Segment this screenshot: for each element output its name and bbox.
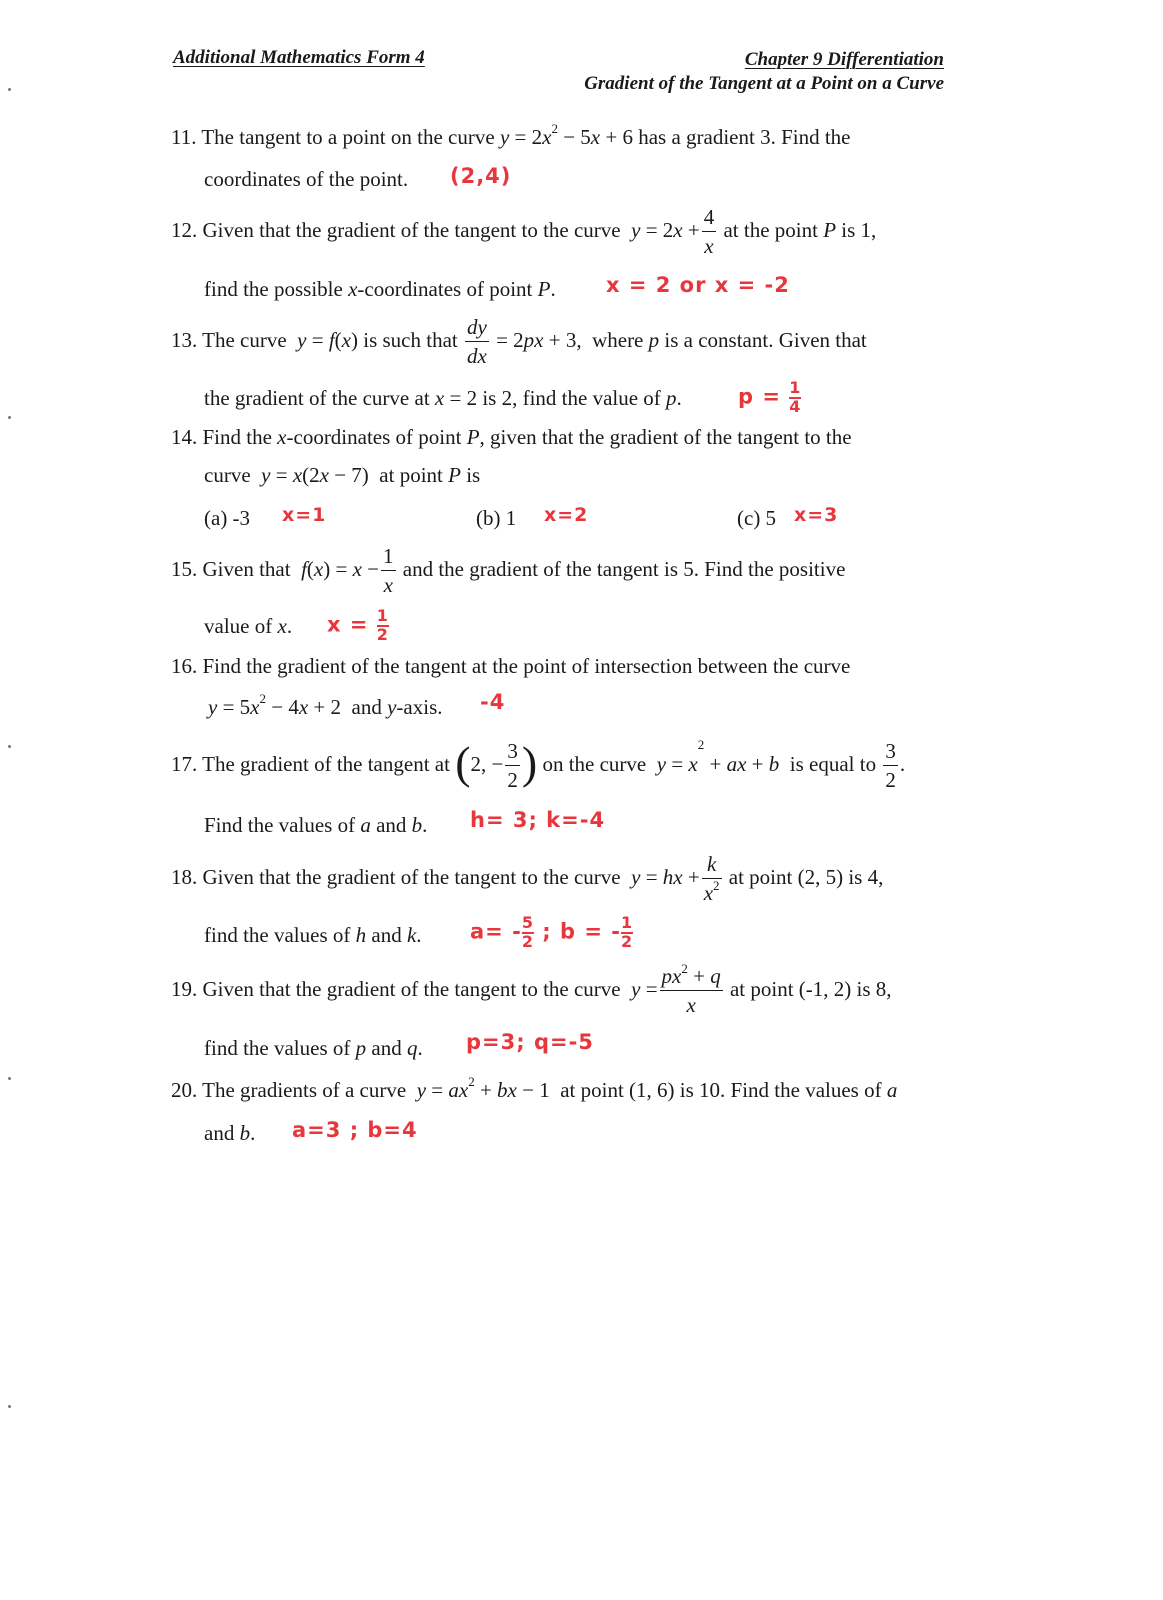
question-17-number: 17. — [171, 751, 198, 776]
question-16-line-1: 16. Find the gradient of the tangent at the point of intersection between the curve — [171, 654, 851, 678]
question-13-number: 13. — [171, 327, 198, 352]
question-19-answer: p=3; q=-5 — [466, 1030, 594, 1054]
question-14-part-b: (b) 1 — [476, 506, 517, 530]
scan-speck — [8, 88, 11, 91]
question-13-answer: p = $\frac{1}{4}$ — [738, 378, 802, 416]
question-12-line-2: find the possible x-coordinates of point P. — [204, 277, 556, 301]
question-12-answer: x = 2 or x = -2 — [606, 273, 790, 297]
question-17-line-1: 17. The gradient of the tangent at (2, − $\frac{3}{2}$ ) on the curve $y = x^2$ + ax + b is equal to $\frac{3}{2}$ . — [171, 737, 906, 792]
header-topic-title: Gradient of the Tangent at a Point on a Curve — [584, 73, 944, 94]
header-course-title: Additional Mathematics Form 4 — [173, 47, 425, 68]
question-14-line-1: 14. Find the x-coordinates of point P, given that the gradient of the tangent to the — [171, 425, 852, 449]
question-18-number: 18. — [171, 864, 198, 889]
question-11-line-1: 11. The tangent to a point on the curve $y = 2x^2 - 5x + 6$ has a gradient 3. Find the — [171, 121, 851, 149]
scan-speck — [8, 745, 11, 748]
question-19-number: 19. — [171, 976, 198, 1001]
question-15-answer: x = $\frac{1}{2}$ — [327, 606, 389, 644]
question-14-part-b-answer: x=2 — [544, 504, 589, 526]
question-11-answer: (2,4) — [450, 164, 512, 188]
question-18-line-1: 18. Given that the gradient of the tangent to the curve y = hx + $\frac{k}{x^2}$ at point (2, 5) is 4, — [171, 852, 884, 905]
question-14-part-c: (c) 5 — [737, 506, 777, 530]
question-16-number: 16. — [171, 654, 198, 678]
question-17-answer: h= 3; k=-4 — [470, 808, 606, 832]
question-20-line-1: 20. The gradients of a curve $y = ax^2$ + bx − 1 at point (1, 6) is 10. Find the values of a — [171, 1074, 898, 1102]
question-13-line-2: the gradient of the curve at x = 2 is 2, find the value of p. — [204, 386, 682, 410]
question-16-line-2: $y = 5x^2 - 4x + 2$ and y-axis. — [208, 691, 443, 719]
question-11-line-2: coordinates of the point. — [204, 167, 409, 191]
question-14-part-c-answer: x=3 — [794, 504, 839, 526]
question-20-answer: a=3 ; b=4 — [292, 1118, 418, 1142]
question-17-line-2: Find the values of a and b. — [204, 813, 428, 837]
question-18-line-2: find the values of h and k. — [204, 923, 422, 947]
question-12-line-1: 12. Given that the gradient of the tangent to the curve y = 2x + $\frac{4}{x}$ at the point P is 1, — [171, 205, 877, 258]
question-20-number: 20. — [171, 1078, 198, 1102]
question-16-answer: -4 — [480, 690, 506, 714]
scan-speck — [8, 1405, 11, 1408]
scan-speck — [8, 416, 11, 419]
question-20-line-2: and b. — [204, 1121, 256, 1145]
header-chapter-title: Chapter 9 Differentiation — [744, 49, 944, 70]
question-15-number: 15. — [171, 556, 198, 581]
question-11-number: 11. — [171, 125, 197, 149]
question-14-number: 14. — [171, 425, 198, 449]
question-13-line-1: 13. The curve y = f(x) is such that $\frac{dy}{dx}$ = 2px + 3, where p is a constant. Given that — [171, 315, 867, 368]
scan-speck — [8, 1077, 11, 1080]
question-15-line-2: value of x. — [204, 614, 293, 638]
question-19-line-1: 19. Given that the gradient of the tangent to the curve y = $\frac{px^2 + q}{x}$ at point (-1, 2) is 8, — [171, 961, 892, 1017]
question-12-number: 12. — [171, 217, 198, 242]
question-14-part-a: (a) -3 — [204, 506, 251, 530]
question-19-line-2: find the values of p and q. — [204, 1036, 423, 1060]
question-18-answer: a= - $\frac{5}{2}$ ; b = - $\frac{1}{2}$ — [470, 913, 634, 951]
question-14-line-2: curve y = x(2x − 7) at point P is — [204, 463, 481, 487]
question-15-line-1: 15. Given that f(x) = x − $\frac{1}{x}$ and the gradient of the tangent is 5. Find the positive — [171, 544, 846, 597]
question-14-part-a-answer: x=1 — [282, 504, 327, 526]
